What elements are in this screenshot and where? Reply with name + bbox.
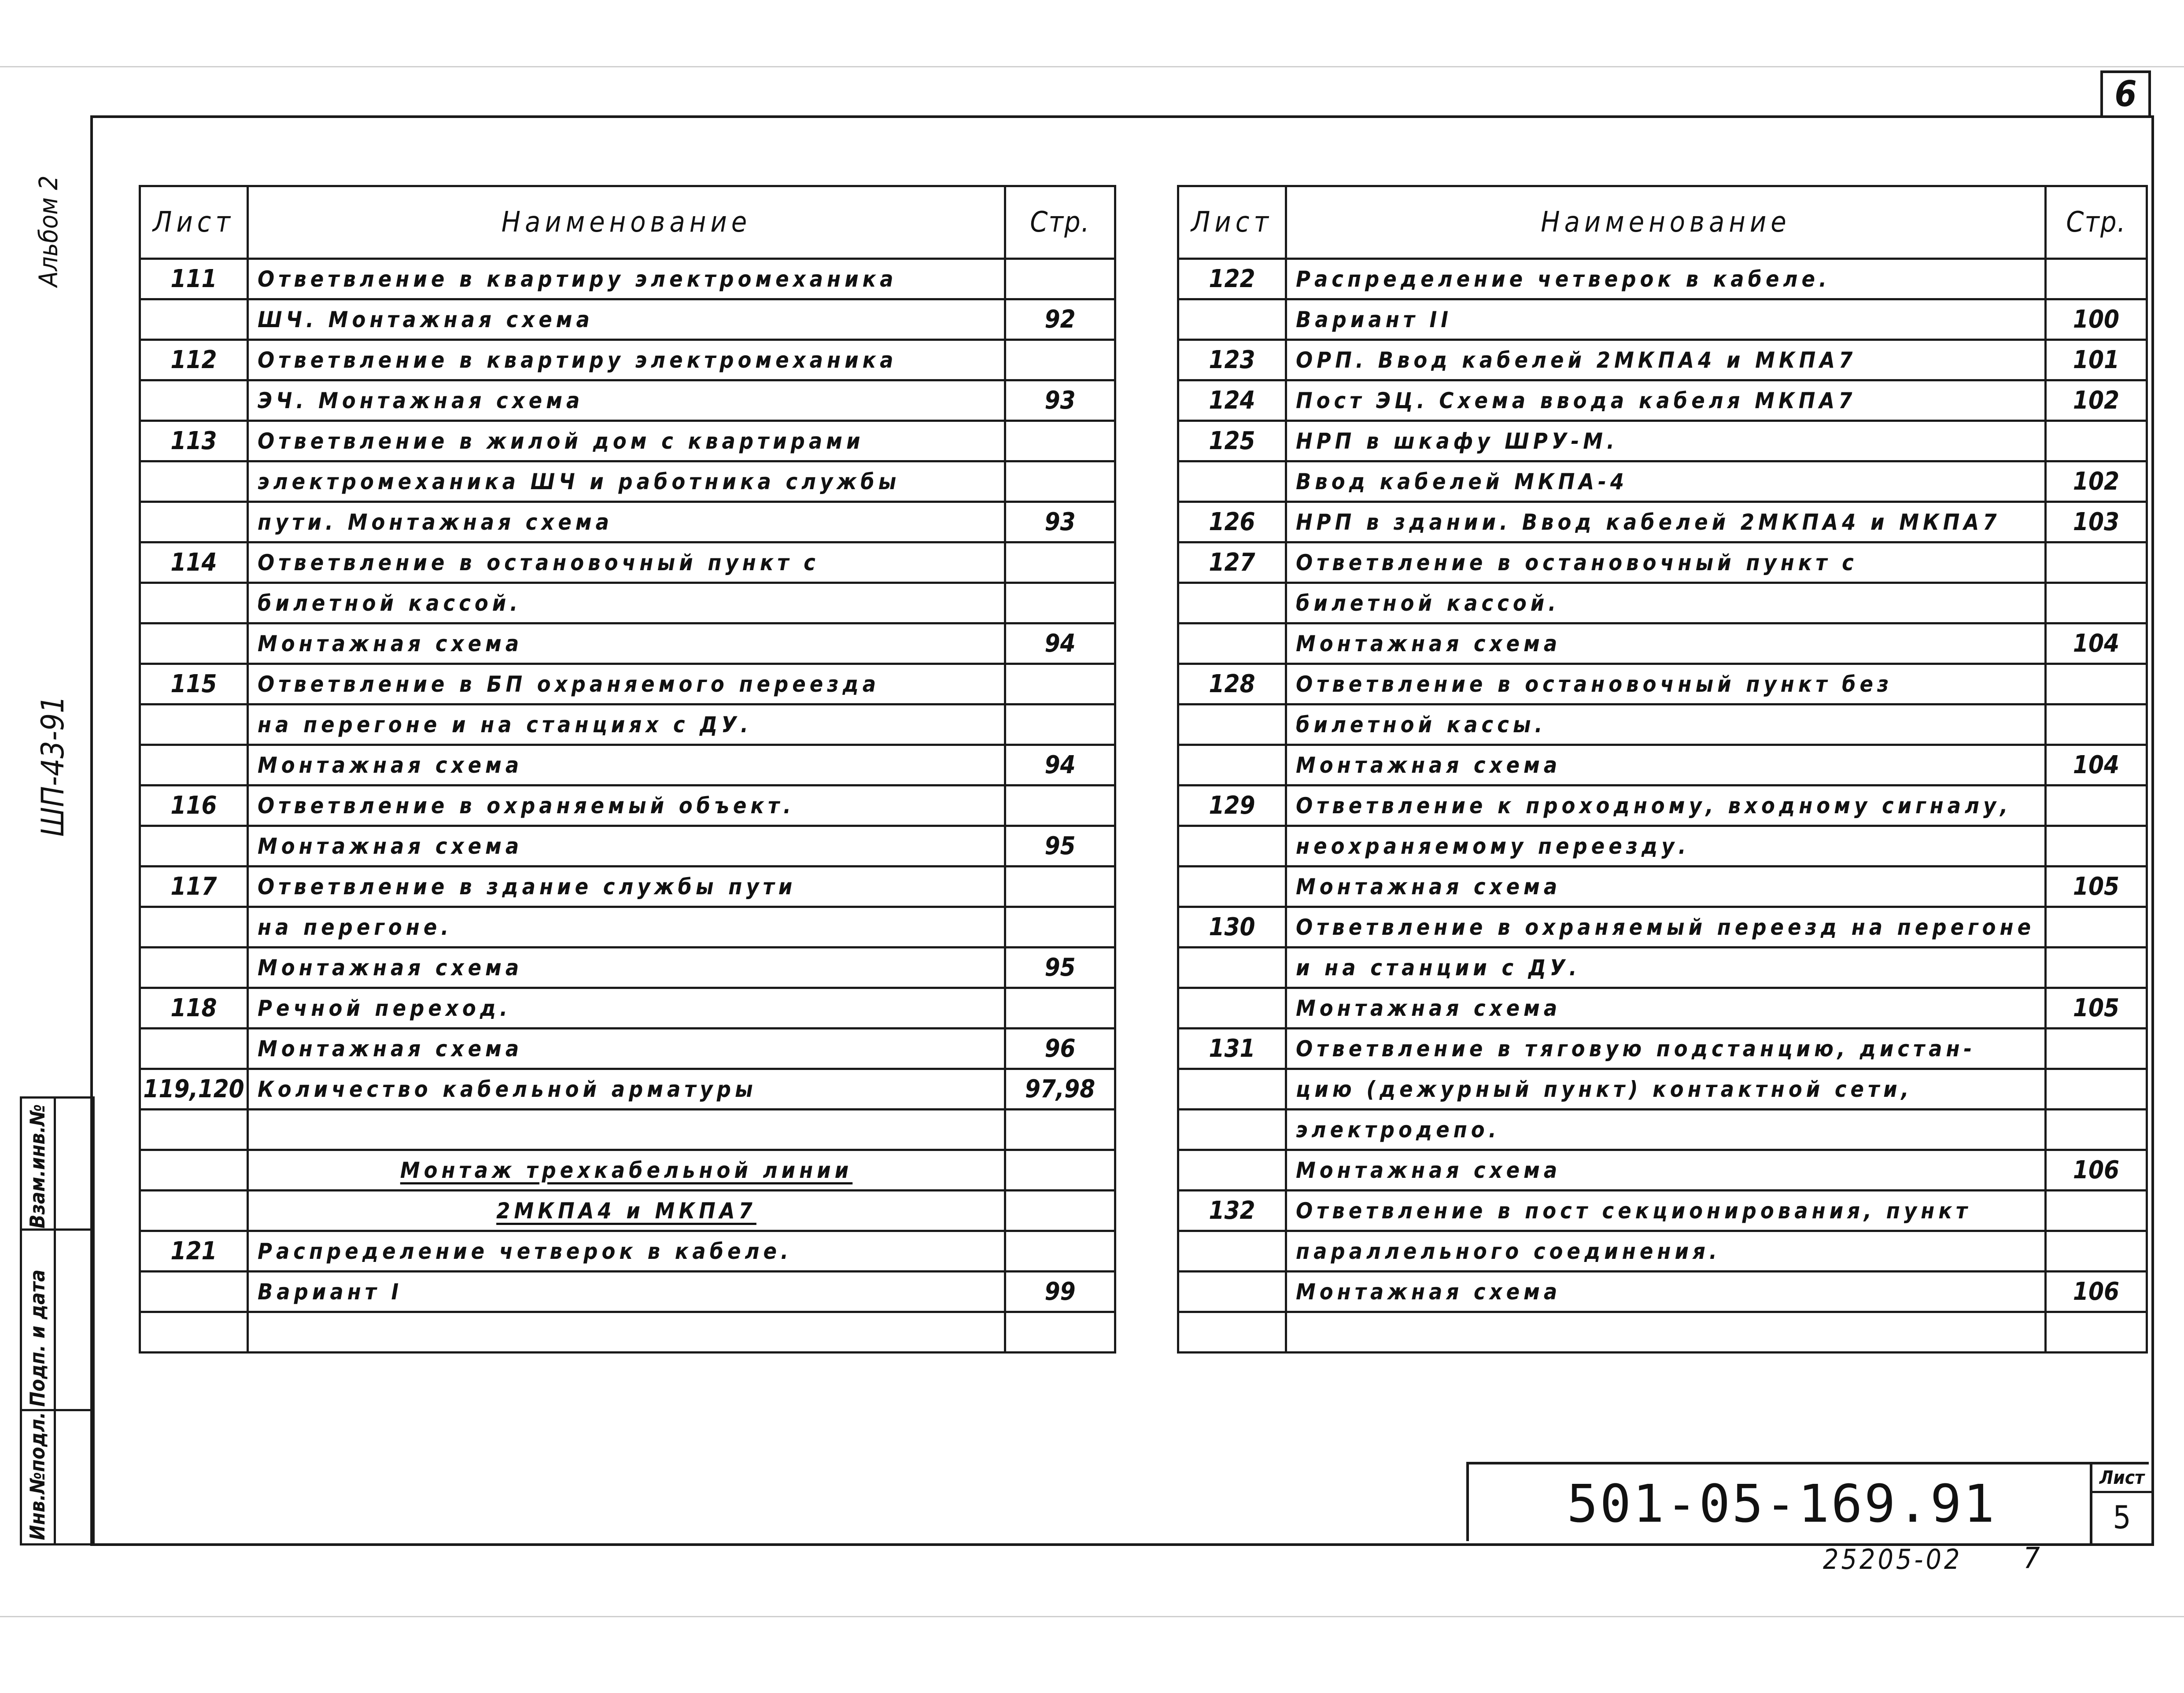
- table-row: [1178, 948, 2147, 988]
- header-page: Стр.: [2046, 186, 2147, 259]
- name-cell: билетной кассы.: [1286, 704, 2046, 745]
- page-number-cell: 93: [1005, 380, 1115, 421]
- sheet-number-cell: 132: [1178, 1191, 1286, 1231]
- stamp-label-inv: Инв.№подл.: [26, 1412, 49, 1540]
- scan-line-top: [0, 66, 2184, 67]
- name-cell: Ответвление в пост секционирования, пункт: [1286, 1191, 2046, 1231]
- name-cell: на перегоне.: [248, 907, 1005, 948]
- table-row: [1178, 1231, 2147, 1272]
- page-number-cell: 103: [2046, 502, 2147, 542]
- page-number-cell: 97,98: [1005, 1069, 1115, 1110]
- page-number-cell: [1005, 1191, 1115, 1231]
- name-cell: [248, 1110, 1005, 1150]
- header-name: Наименование: [1286, 186, 2046, 259]
- sheet-number-cell: [140, 380, 248, 421]
- name-cell: Ответвление в квартиру электромеханика: [248, 259, 1005, 299]
- sheet-number-cell: [1178, 948, 1286, 988]
- header-page: Стр.: [1005, 186, 1115, 259]
- sheet-number-cell: 129: [1178, 786, 1286, 826]
- table-row: [1178, 340, 2147, 380]
- sheet-number-cell: [1178, 1110, 1286, 1150]
- page-number-cell: 96: [1005, 1029, 1115, 1069]
- page-number-cell: 105: [2046, 988, 2147, 1029]
- name-cell: на перегоне и на станциях с ДУ.: [248, 704, 1005, 745]
- name-cell: Пост ЭЦ. Схема ввода кабеля МКПА7: [1286, 380, 2046, 421]
- page-number-cell: [2046, 1069, 2147, 1110]
- sheet-number-cell: [140, 461, 248, 502]
- sheet-number-cell: [140, 1150, 248, 1191]
- sheet-number-cell: [1178, 583, 1286, 623]
- table-row: [140, 1150, 1115, 1191]
- sheet-number-cell: [140, 502, 248, 542]
- page-number-cell: [1005, 1150, 1115, 1191]
- sheet-number-cell: [1178, 1312, 1286, 1353]
- page-number-cell: [1005, 340, 1115, 380]
- table-row: [1178, 786, 2147, 826]
- page-number-cell: [2046, 583, 2147, 623]
- page-number-cell: [2046, 826, 2147, 867]
- table-row: [140, 542, 1115, 583]
- page-number-cell: 102: [2046, 380, 2147, 421]
- sheet-number-cell: 124: [1178, 380, 1286, 421]
- table-row: [1178, 421, 2147, 461]
- title-block: [1466, 1462, 2149, 1541]
- footer-code: 25205-02: [1823, 1543, 1963, 1575]
- name-cell: [248, 1312, 1005, 1353]
- page-number-cell: [2046, 421, 2147, 461]
- name-cell: НРП в шкафу ШРУ-М.: [1286, 421, 2046, 461]
- page-number-cell: [1005, 583, 1115, 623]
- sheet-number-cell: [140, 623, 248, 664]
- series-code: ШП-43-91: [35, 695, 71, 837]
- name-cell: Распределение четверок в кабеле.: [1286, 259, 2046, 299]
- table-row: [1178, 704, 2147, 745]
- sheet-number-cell: 128: [1178, 664, 1286, 704]
- table-row: [140, 340, 1115, 380]
- page-number-cell: [1005, 1312, 1115, 1353]
- table-row: [140, 502, 1115, 542]
- table-row: [1178, 867, 2147, 907]
- name-cell: Ответвление в квартиру электромеханика: [248, 340, 1005, 380]
- name-cell: Монтажная схема: [248, 948, 1005, 988]
- page-number-cell: 95: [1005, 826, 1115, 867]
- page-number-cell: 100: [2046, 299, 2147, 340]
- name-cell: неохраняемому переезду.: [1286, 826, 2046, 867]
- table-row: [1178, 1110, 2147, 1150]
- table-row: [1178, 988, 2147, 1029]
- name-cell: Монтажная схема: [248, 623, 1005, 664]
- table-row: [1178, 380, 2147, 421]
- sheet-number-cell: [140, 1312, 248, 1353]
- page-number-cell: [1005, 542, 1115, 583]
- page-number-cell: 106: [2046, 1272, 2147, 1312]
- sheet-number-cell: 130: [1178, 907, 1286, 948]
- page-number-cell: [2046, 704, 2147, 745]
- table-row: [140, 1312, 1115, 1353]
- sheet-number-cell: [1178, 1231, 1286, 1272]
- sheet-number-cell: 111: [140, 259, 248, 299]
- sheet-number-cell: [1178, 299, 1286, 340]
- page-number-cell: 101: [2046, 340, 2147, 380]
- name-cell: Монтажная схема: [1286, 1150, 2046, 1191]
- page-number-cell: [2046, 786, 2147, 826]
- name-cell: Монтажная схема: [1286, 988, 2046, 1029]
- name-cell: Монтажная схема: [1286, 1272, 2046, 1312]
- table-row: [1178, 583, 2147, 623]
- page-number-cell: [2046, 1312, 2147, 1353]
- sheet-number-cell: [140, 907, 248, 948]
- page-number-cell: [2046, 1029, 2147, 1069]
- sheet-number-cell: 116: [140, 786, 248, 826]
- page-number-cell: 94: [1005, 745, 1115, 786]
- page-number-cell: 105: [2046, 867, 2147, 907]
- name-cell: Ответвление в тяговую подстанцию, дистан-: [1286, 1029, 2046, 1069]
- page-number-cell: [1005, 1110, 1115, 1150]
- table-row: [140, 786, 1115, 826]
- corner-number: 6: [2114, 74, 2137, 114]
- sheet-number-cell: [140, 299, 248, 340]
- sheet-number-cell: [1178, 1150, 1286, 1191]
- name-cell: Ответвление в жилой дом с квартирами: [248, 421, 1005, 461]
- sheet-number-cell: [140, 745, 248, 786]
- table-row: [1178, 259, 2147, 299]
- name-cell: Монтажная схема: [1286, 623, 2046, 664]
- page-number-cell: [2046, 907, 2147, 948]
- name-cell: электромеханика ШЧ и работника службы: [248, 461, 1005, 502]
- table-row: [1178, 1069, 2147, 1110]
- name-cell: Ответвление в БП охраняемого переезда: [248, 664, 1005, 704]
- header-sheet: Лист: [1178, 186, 1286, 259]
- page-number-cell: [1005, 988, 1115, 1029]
- name-cell: Речной переход.: [248, 988, 1005, 1029]
- sheet-number-cell: 127: [1178, 542, 1286, 583]
- designation: 501-05-169.91: [1567, 1473, 1996, 1534]
- table-row: [1178, 1312, 2147, 1353]
- scan-line-bottom: [0, 1616, 2184, 1617]
- table-row: [140, 988, 1115, 1029]
- name-cell: Монтажная схема: [248, 1029, 1005, 1069]
- table-row: [140, 1272, 1115, 1312]
- table-row: [1178, 623, 2147, 664]
- name-cell: [1286, 1312, 2046, 1353]
- table-row: [140, 623, 1115, 664]
- name-cell: Ответвление в остановочный пункт без: [1286, 664, 2046, 704]
- name-cell: Ответвление в охраняемый объект.: [248, 786, 1005, 826]
- name-cell: Ответвление в здание службы пути: [248, 867, 1005, 907]
- sheet-box: [2090, 1464, 2151, 1544]
- sheet-number-cell: [140, 583, 248, 623]
- table-row: [140, 1110, 1115, 1150]
- page-number-cell: [2046, 1231, 2147, 1272]
- sheet-number-cell: 125: [1178, 421, 1286, 461]
- name-cell: Ответвление в остановочный пункт с: [1286, 542, 2046, 583]
- name-cell: параллельного соединения.: [1286, 1231, 2046, 1272]
- name-cell: Ввод кабелей МКПА-4: [1286, 461, 2046, 502]
- section-heading-cell: Монтаж трехкабельной линии: [248, 1150, 1005, 1191]
- sheet-number-cell: [1178, 826, 1286, 867]
- sheet-number-cell: [1178, 745, 1286, 786]
- name-cell: Ответвление в охраняемый переезд на перегоне: [1286, 907, 2046, 948]
- name-cell: Монтажная схема: [248, 745, 1005, 786]
- table-row: [1178, 502, 2147, 542]
- table-row: [140, 704, 1115, 745]
- table-row: [1178, 1191, 2147, 1231]
- sheet-number-cell: 122: [1178, 259, 1286, 299]
- page-number-cell: [1005, 664, 1115, 704]
- name-cell: Количество кабельной арматуры: [248, 1069, 1005, 1110]
- page-number-cell: [2046, 948, 2147, 988]
- page-number-cell: 94: [1005, 623, 1115, 664]
- table-row: [140, 299, 1115, 340]
- page-number-cell: 93: [1005, 502, 1115, 542]
- sheet-number-cell: 114: [140, 542, 248, 583]
- table-row: [1178, 907, 2147, 948]
- table-row: [1178, 826, 2147, 867]
- name-cell: цию (дежурный пункт) контактной сети,: [1286, 1069, 2046, 1110]
- sheet-number-cell: [140, 948, 248, 988]
- page-number-cell: 106: [2046, 1150, 2147, 1191]
- name-cell: билетной кассой.: [1286, 583, 2046, 623]
- table-row: [1178, 1150, 2147, 1191]
- sheet-number-cell: [1178, 1069, 1286, 1110]
- footer-page: 7: [2023, 1541, 2040, 1575]
- table-row: [140, 1069, 1115, 1110]
- sheet-number-cell: 112: [140, 340, 248, 380]
- page-number-cell: [2046, 1191, 2147, 1231]
- sheet-number-cell: [1178, 704, 1286, 745]
- sheet-number-cell: 118: [140, 988, 248, 1029]
- stamp-column-divider: [54, 1096, 56, 1545]
- sheet-number-cell: 121: [140, 1231, 248, 1272]
- table-row: [140, 948, 1115, 988]
- page-number-cell: [1005, 1231, 1115, 1272]
- name-cell: электродепо.: [1286, 1110, 2046, 1150]
- sheet-number-cell: [140, 826, 248, 867]
- table-row: [1178, 664, 2147, 704]
- header-name: Наименование: [248, 186, 1005, 259]
- table-row: [140, 1029, 1115, 1069]
- sheet-number-cell: [1178, 623, 1286, 664]
- sheet-number-cell: [140, 1272, 248, 1312]
- name-cell: билетной кассой.: [248, 583, 1005, 623]
- sheet-number-cell: 123: [1178, 340, 1286, 380]
- table-row: [140, 583, 1115, 623]
- sheet-number-cell: [1178, 988, 1286, 1029]
- page-number-cell: 92: [1005, 299, 1115, 340]
- sheet-number-cell: [1178, 1272, 1286, 1312]
- page-number-cell: [2046, 259, 2147, 299]
- table-row: [140, 826, 1115, 867]
- name-cell: Ответвление в остановочный пункт с: [248, 542, 1005, 583]
- table-row: [140, 421, 1115, 461]
- page-number-cell: [2046, 1110, 2147, 1150]
- name-cell: Монтажная схема: [248, 826, 1005, 867]
- sheet-number-cell: 113: [140, 421, 248, 461]
- sheet-number-cell: 126: [1178, 502, 1286, 542]
- page-number-cell: [2046, 542, 2147, 583]
- album-label: Альбом 2: [33, 175, 63, 287]
- page-number-cell: [1005, 907, 1115, 948]
- name-cell: НРП в здании. Ввод кабелей 2МКПА4 и МКПА7: [1286, 502, 2046, 542]
- name-cell: и на станции с ДУ.: [1286, 948, 2046, 988]
- name-cell: пути. Монтажная схема: [248, 502, 1005, 542]
- page-number-cell: [1005, 704, 1115, 745]
- sheet-number-cell: [140, 1029, 248, 1069]
- section-heading-cell: 2МКПА4 и МКПА7: [248, 1191, 1005, 1231]
- table-row: [1178, 1272, 2147, 1312]
- table-row: [1178, 1029, 2147, 1069]
- page-number-cell: 102: [2046, 461, 2147, 502]
- sheet-number-cell: [140, 1110, 248, 1150]
- name-cell: ОРП. Ввод кабелей 2МКПА4 и МКПА7: [1286, 340, 2046, 380]
- table-row: [140, 867, 1115, 907]
- header-sheet: Лист: [140, 186, 248, 259]
- table-row: [140, 380, 1115, 421]
- table-row: [1178, 299, 2147, 340]
- table-row: [140, 259, 1115, 299]
- name-cell: ЭЧ. Монтажная схема: [248, 380, 1005, 421]
- page-number-cell: [1005, 786, 1115, 826]
- table-row: [140, 461, 1115, 502]
- table-row: [140, 907, 1115, 948]
- sheet-number-cell: 115: [140, 664, 248, 704]
- page-number-cell: 104: [2046, 623, 2147, 664]
- name-cell: Вариант II: [1286, 299, 2046, 340]
- name-cell: ШЧ. Монтажная схема: [248, 299, 1005, 340]
- stamp-label-sign: Подп. и дата: [26, 1269, 49, 1407]
- table-row: [140, 1191, 1115, 1231]
- table-row: [1178, 745, 2147, 786]
- table-row: [140, 1231, 1115, 1272]
- sheet-label: Лист: [2092, 1464, 2151, 1493]
- sheet-number-cell: 131: [1178, 1029, 1286, 1069]
- name-cell: Монтажная схема: [1286, 867, 2046, 907]
- page-number-cell: [1005, 461, 1115, 502]
- name-cell: Ответвление к проходному, входному сигналу,: [1286, 786, 2046, 826]
- sheet-number: 5: [2113, 1499, 2131, 1536]
- page-number-cell: 104: [2046, 745, 2147, 786]
- right-index-table: [1177, 185, 2148, 1354]
- name-cell: Вариант I: [248, 1272, 1005, 1312]
- name-cell: Монтажная схема: [1286, 745, 2046, 786]
- sheet-number-cell: [1178, 867, 1286, 907]
- sheet-number-cell: 119,120: [140, 1069, 248, 1110]
- table-row: [140, 664, 1115, 704]
- page-number-cell: 99: [1005, 1272, 1115, 1312]
- page-number-cell: [2046, 664, 2147, 704]
- sheet-number-cell: 117: [140, 867, 248, 907]
- sheet-number-cell: [1178, 461, 1286, 502]
- page-number-cell: 95: [1005, 948, 1115, 988]
- page-number-cell: [1005, 421, 1115, 461]
- left-index-table: [139, 185, 1116, 1354]
- page-number-cell: [1005, 867, 1115, 907]
- sheet-number-cell: [140, 1191, 248, 1231]
- table-row: [140, 745, 1115, 786]
- table-row: [1178, 542, 2147, 583]
- table-row: [1178, 461, 2147, 502]
- page-number-cell: [1005, 259, 1115, 299]
- stamp-label-replace: Взам.инв.№: [26, 1104, 49, 1228]
- corner-number-box: [2100, 70, 2151, 118]
- name-cell: Распределение четверок в кабеле.: [248, 1231, 1005, 1272]
- sheet-number-cell: [140, 704, 248, 745]
